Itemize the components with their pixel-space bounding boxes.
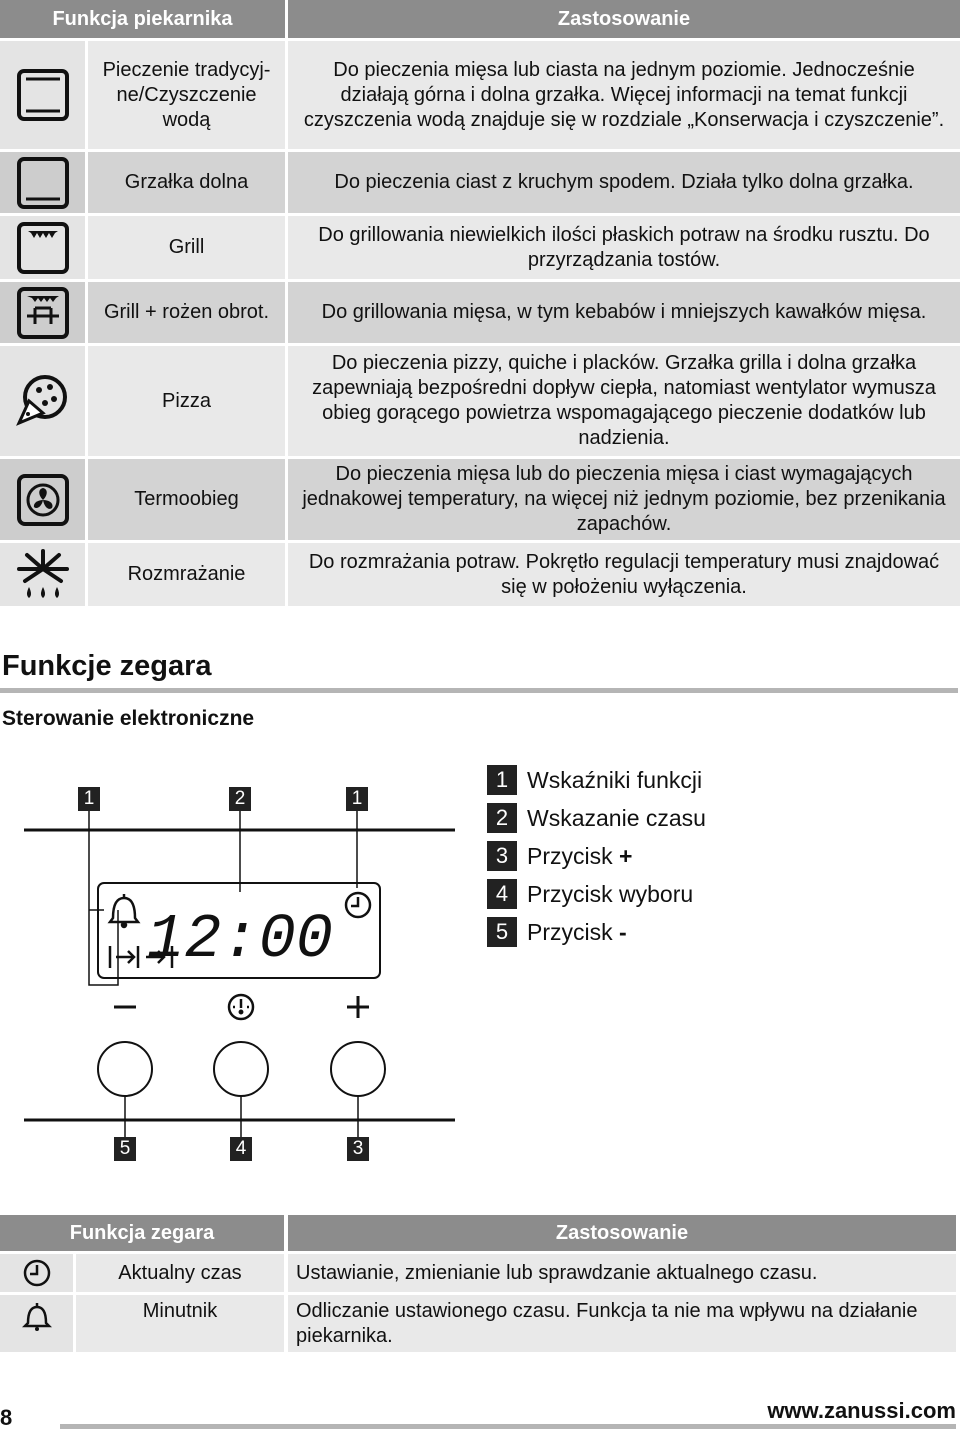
footer-website: www.zanussi.com (767, 1398, 956, 1423)
diagram-legend (487, 761, 706, 951)
legend-symbol: + (619, 842, 633, 869)
grill-rotisserie-icon (16, 286, 70, 340)
select-icon (229, 995, 253, 1019)
legend-text: Przycisk wyboru (527, 880, 694, 907)
legend-text: Przycisk (527, 842, 619, 869)
legend-number: 4 (487, 879, 517, 909)
clock-row-time (0, 1251, 956, 1292)
oven-function-name: Grzałka dolna (88, 152, 288, 213)
legend-text: Przycisk (527, 918, 619, 945)
oven-row-fan (0, 456, 960, 540)
legend-item (487, 837, 706, 875)
clock-function-name: Aktualny czas (76, 1254, 288, 1292)
oven-function-desc: Do grillowania mięsa, w tym kebabów i mniejszych kawałków mięsa. (321, 301, 927, 323)
oven-row-grill (0, 213, 960, 279)
oven-function-name: Pizza (88, 346, 288, 456)
legend-number: 5 (487, 917, 517, 947)
clock-row-timer (0, 1292, 956, 1352)
oven-function-desc: Do rozmrażania potraw. Pokrętło regulacji temperatury musi znajdować się w położeniu wyłączenia. (308, 550, 940, 598)
control-panel-drawing (0, 770, 470, 1170)
oven-row-defrost (0, 540, 960, 606)
header-oven-usage: Zastosowanie (557, 7, 691, 30)
footer-divider (60, 1424, 956, 1429)
legend-item (487, 799, 706, 837)
grill-icon (16, 221, 70, 275)
display-clock-icon (346, 893, 370, 917)
oven-function-desc: Do pieczenia mięsa lub ciasta na jednym poziomie. Jednocześnie działają górna i dolna grzałka. Więcej informacji na temat funkcji czyszczenia wodą znajduje się w rozdziale „Konserwacja i czyszczenie”. (303, 58, 945, 131)
clock-icon (22, 1258, 52, 1288)
legend-text: Wskazanie czasu (527, 804, 706, 831)
legend-text-wrap (527, 919, 627, 946)
clock-function-name: Minutnik (76, 1295, 288, 1352)
clock-table-header (0, 1215, 956, 1251)
oven-function-desc: Do pieczenia ciast z kruchym spodem. Działa tylko dolna grzałka. (334, 171, 914, 193)
bottom-heat-icon (16, 156, 70, 210)
display-time: 12:00 (146, 904, 334, 975)
oven-table-header (0, 0, 960, 38)
oven-functions-table (0, 0, 960, 606)
clock-function-desc: Ustawianie, zmienianie lub sprawdzanie aktualnego czasu. (296, 1261, 818, 1284)
legend-item (487, 875, 706, 913)
oven-function-name: Termoobieg (88, 459, 288, 540)
callout-top-1: 1 (78, 787, 100, 811)
bell-icon (22, 1301, 52, 1333)
header-clock-function: Funkcja zegara (0, 1215, 288, 1251)
callout-bottom-5: 5 (114, 1137, 136, 1161)
legend-item (487, 761, 706, 799)
clock-function-desc: Odliczanie ustawionego czasu. Funkcja ta nie ma wpływu na działanie piekarnika. (296, 1300, 918, 1347)
page-number: 8 (0, 1405, 13, 1430)
legend-number: 2 (487, 803, 517, 833)
pizza-icon (15, 373, 71, 429)
display-bell-icon (110, 894, 138, 927)
oven-row-pizza (0, 343, 960, 456)
legend-number: 3 (487, 841, 517, 871)
legend-symbol: - (619, 918, 627, 945)
plus-icon (347, 996, 369, 1018)
oven-row-grill-rotisserie (0, 279, 960, 343)
defrost-icon (13, 547, 73, 603)
oven-function-name: Grill + rożen obrot. (88, 282, 288, 343)
section-title: Funkcje zegara (2, 650, 212, 682)
oven-function-desc: Do pieczenia mięsa lub do pieczenia mięsa i ciast wymagających jednakowej temperatury, na więcej niż jednym poziomie, bez przenikania zapachów. (302, 463, 946, 535)
callout-top-3: 1 (346, 787, 368, 811)
legend-text-wrap (527, 843, 632, 870)
oven-function-name: Grill (88, 216, 288, 279)
header-oven-function: Funkcja piekarnika (0, 0, 288, 38)
oven-row-bottom-heat (0, 149, 960, 213)
clock-functions-table (0, 1215, 956, 1352)
oven-function-desc: Do pieczenia pizzy, quiche i placków. Grzałka grilla i dolna grzałka zapewniają bezpośredni dopływ ciepła, natomiast wentylator wymusza obieg gorącego powietrza wspomagającego pieczenie dodatków lub nadzienia. (312, 352, 936, 449)
legend-item (487, 913, 706, 951)
header-clock-usage: Zastosowanie (555, 1221, 689, 1244)
callout-bottom-3: 3 (347, 1137, 369, 1161)
oven-row-traditional (0, 38, 960, 149)
legend-text: Wskaźniki funkcji (527, 766, 703, 793)
control-panel-diagram (0, 770, 470, 1170)
oven-function-name: Rozmrażanie (88, 543, 288, 606)
top-bottom-heat-icon (16, 68, 70, 122)
section-divider (0, 688, 958, 693)
callout-bottom-4: 4 (230, 1137, 252, 1161)
legend-number: 1 (487, 765, 517, 795)
oven-function-name: Pieczenie tradycyj-ne/Czyszczenie wodą (88, 41, 288, 149)
fan-icon (16, 473, 70, 527)
callout-top-2: 2 (229, 787, 251, 811)
subsection-title: Sterowanie elektroniczne (2, 707, 255, 730)
oven-function-desc: Do grillowania niewielkich ilości płaskich potraw na środku rusztu. Do przyrządzania tostów. (318, 223, 930, 271)
